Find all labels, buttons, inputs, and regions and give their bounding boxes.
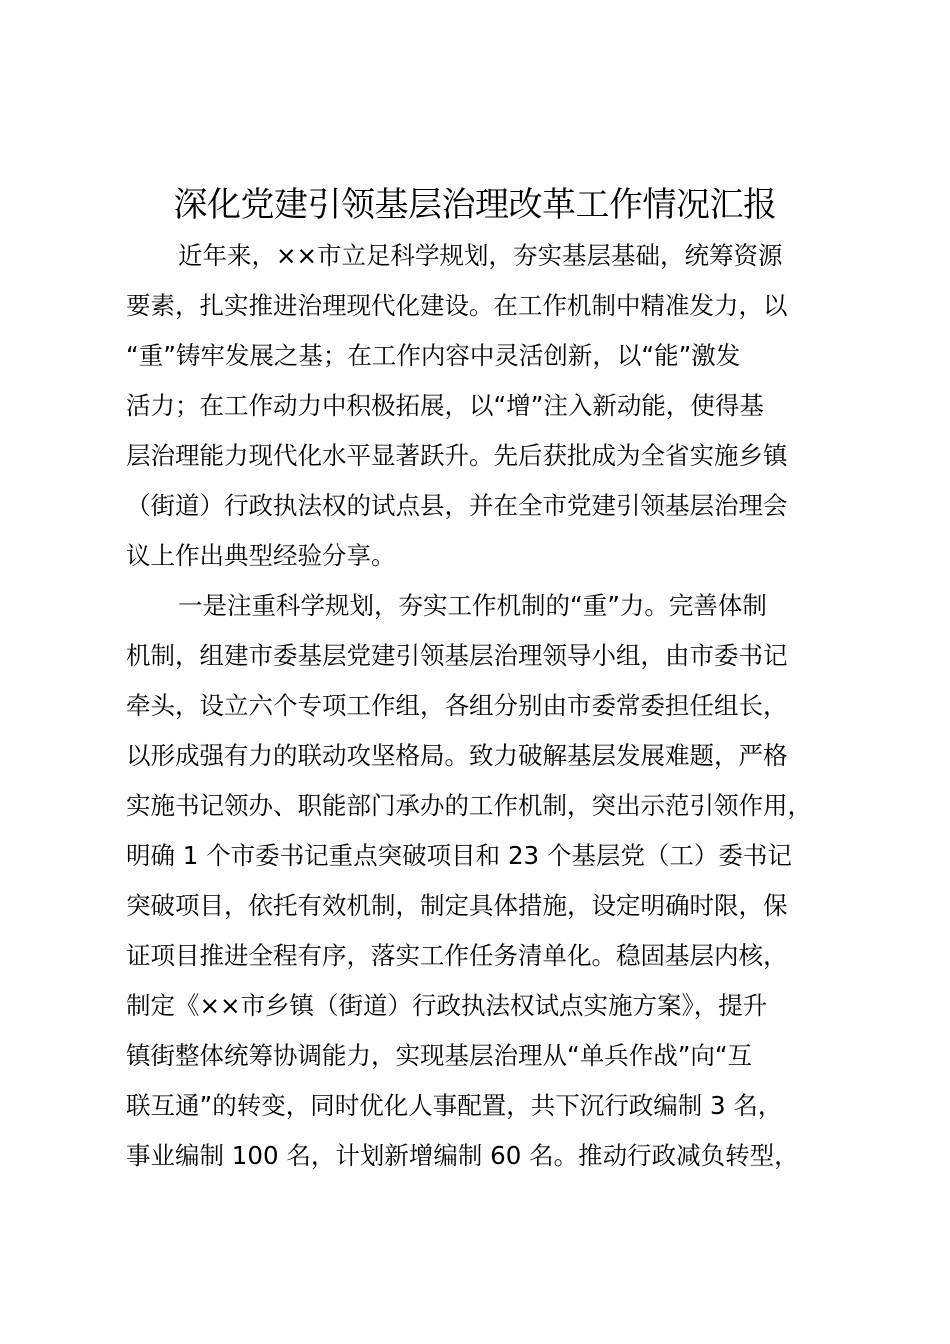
paragraph-section-one (126, 581, 866, 1181)
text-line: 联互通”的转变，同时优化人事配置，共下沉行政编制 3 名， (126, 1091, 783, 1120)
text-line: 近年来，××市立足科学规划，夯实基层基础，统筹资源 (178, 241, 783, 270)
text-line: 明确 1 个市委书记重点突破项目和 23 个基层党（工）委书记 (126, 841, 792, 870)
text-line: 机制，组建市委基层党建引领基层治理领导小组，由市委书记 (126, 641, 788, 670)
document-body (126, 231, 866, 1181)
document-title: 深化党建引领基层治理改革工作情况汇报 (173, 185, 777, 225)
text-line: 证项目推进全程有序，落实工作任务清单化。稳固基层内核， (126, 941, 788, 970)
text-line: 实施书记领办、职能部门承办的工作机制，突出示范引领作用， (126, 791, 812, 820)
text-line: 一是注重科学规划，夯实工作机制的“重”力。完善体制 (178, 591, 767, 620)
text-line: 以形成强有力的联动攻坚格局。致力破解基层发展难题，严格 (126, 741, 788, 770)
text-line: 议上作出典型经验分享。 (126, 541, 396, 570)
text-line: 牵头，设立六个专项工作组，各组分别由市委常委担任组长， (126, 691, 788, 720)
text-line: 层治理能力现代化水平显著跃升。先后获批成为全省实施乡镇 (126, 441, 788, 470)
text-line: 要素，扎实推进治理现代化建设。在工作机制中精准发力，以 (126, 291, 788, 320)
text-line: 事业编制 100 名，计划新增编制 60 名。推动行政减负转型， (126, 1141, 799, 1170)
text-line: 镇街整体统筹协调能力，实现基层治理从“单兵作战”向“互 (126, 1041, 753, 1070)
text-line: 制定《××市乡镇（街道）行政执法权试点实施方案》，提升 (126, 991, 768, 1020)
paragraph-intro (126, 231, 866, 581)
text-line: （街道）行政执法权的试点县，并在全市党建引领基层治理会 (126, 491, 788, 520)
text-line: 活力；在工作动力中积极拓展，以“增”注入新动能，使得基 (126, 391, 764, 420)
text-line: 突破项目，依托有效机制，制定具体措施，设定明确时限，保 (126, 891, 788, 920)
text-line: “重”铸牢发展之基；在工作内容中灵活创新，以“能”激发 (126, 341, 741, 370)
